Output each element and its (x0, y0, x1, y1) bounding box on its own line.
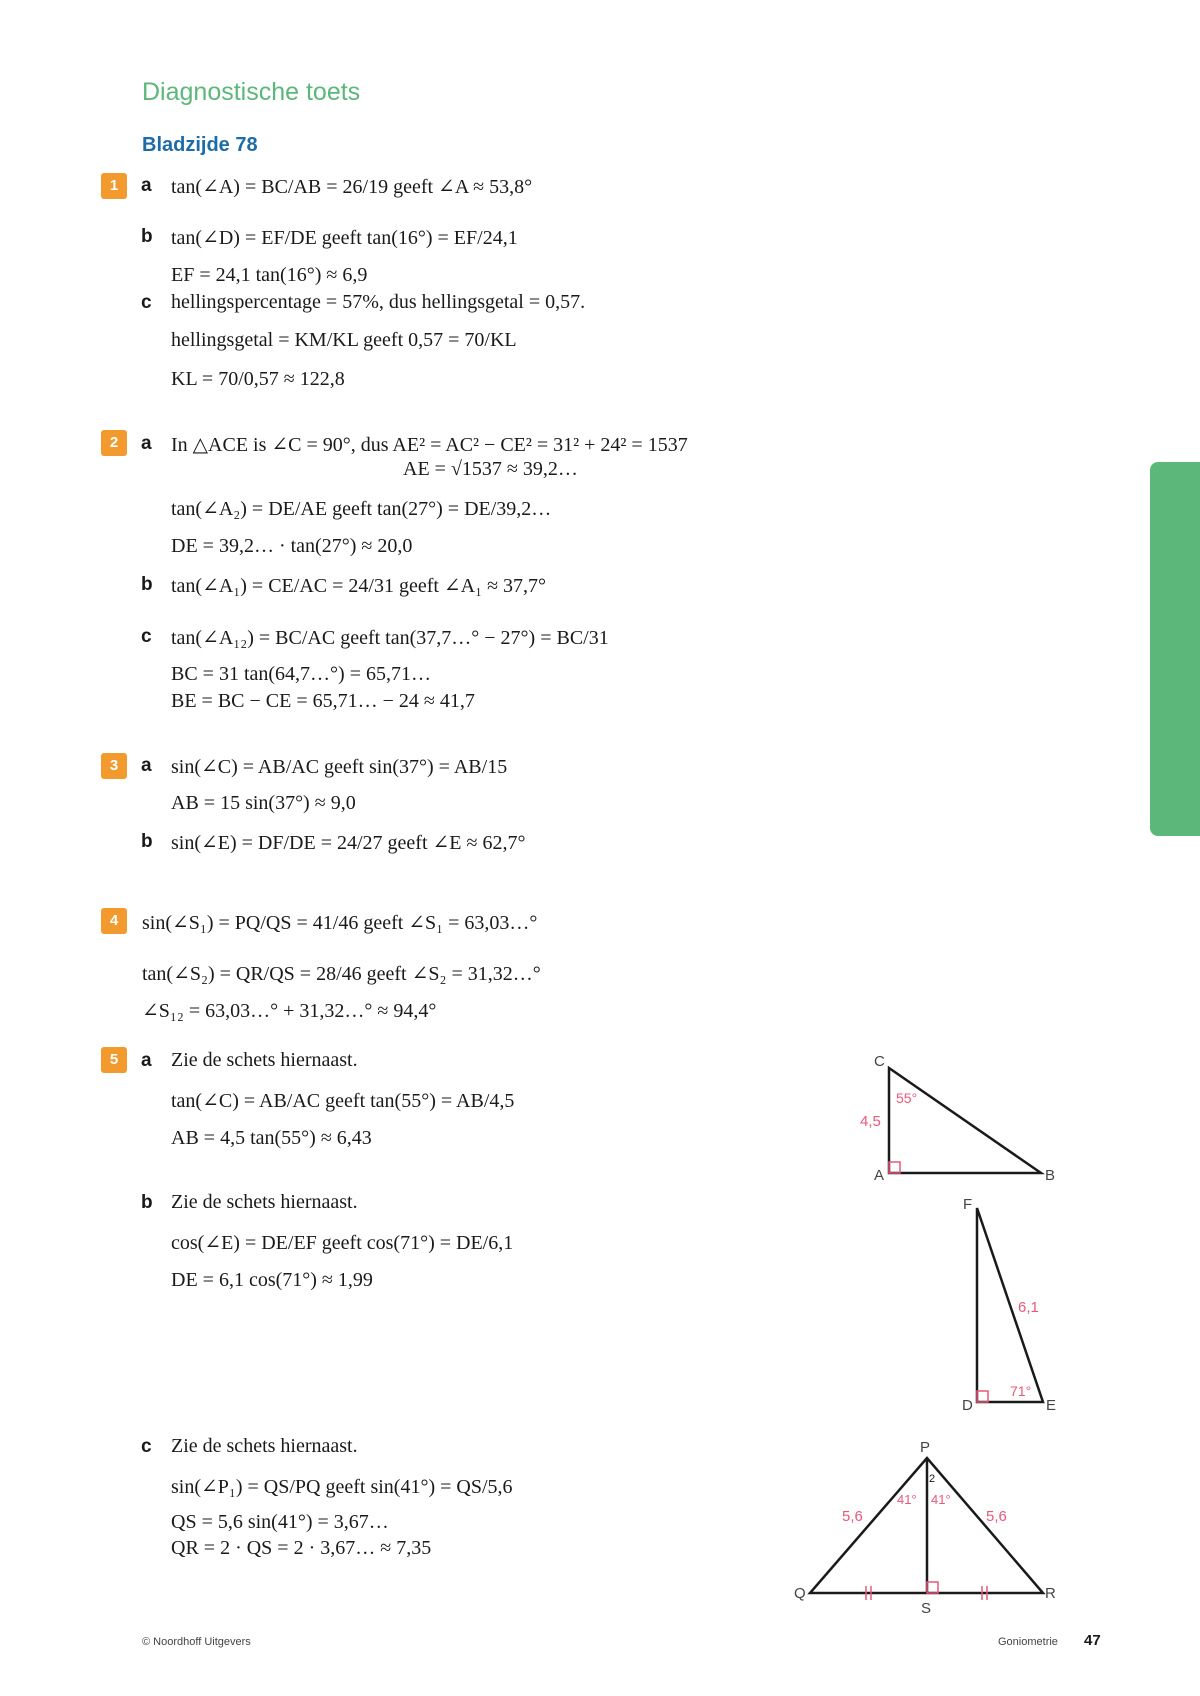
q5-c-line-3: QS = 5,6 sin(41°) = 3,67… (171, 1511, 389, 1533)
question-badge-5: 5 (101, 1047, 127, 1073)
q5-b-line-2: cos(∠E) = DE/EF geeft cos(71°) = DE/6,1 (171, 1232, 514, 1254)
q1-c-line-2: hellingsgetal = KM/KL geeft 0,57 = 70/KL (171, 329, 517, 351)
page-reference: Bladzijde 78 (142, 134, 258, 156)
q2-b-line-1: tan(∠A₁) = CE/AC = 24/31 geeft ∠A₁ ≈ 37,7° (171, 575, 547, 597)
vertex-label-d: D (962, 1397, 973, 1414)
angle-label-p2: 41° (931, 1492, 951, 1507)
part-label-b: b (141, 831, 153, 852)
q5-a-line-1: Zie de schets hiernaast. (171, 1049, 358, 1071)
side-label-ac: 4,5 (860, 1113, 881, 1130)
q4-line-1: sin(∠S₁) = PQ/QS = 41/46 geeft ∠S₁ = 63,03…° (142, 912, 538, 934)
vertex-label-f: F (963, 1196, 973, 1213)
vertex-label-q: Q (794, 1585, 806, 1602)
q5-a-line-2: tan(∠C) = AB/AC geeft tan(55°) = AB/4,5 (171, 1090, 515, 1112)
q5-c-line-2: sin(∠P₁) = QS/PQ geeft sin(41°) = QS/5,6 (171, 1476, 513, 1498)
footer-copyright: © Noordhoff Uitgevers (142, 1636, 251, 1648)
part-label-c: c (141, 1436, 152, 1457)
angle-label-e: 71° (1010, 1383, 1032, 1399)
question-badge-2: 2 (101, 430, 127, 456)
part-label-a: a (141, 1050, 152, 1071)
q5-c-line-1: Zie de schets hiernaast. (171, 1435, 358, 1457)
side-label-pr: 5,6 (986, 1508, 1007, 1525)
side-label-pq: 5,6 (842, 1508, 863, 1525)
q1-a-line: tan(∠A) = BC/AB = 26/19 geeft ∠A ≈ 53,8° (171, 176, 533, 198)
q4-line-3: ∠S₁₂ = 63,03…° + 31,32…° ≈ 94,4° (142, 1000, 437, 1022)
q3-b-line-1: sin(∠E) = DF/DE = 24/27 geeft ∠E ≈ 62,7° (171, 832, 526, 854)
q2-a-line-3: tan(∠A₂) = DE/AE geeft tan(27°) = DE/39,2… (171, 498, 552, 520)
vertex-label-s: S (921, 1600, 932, 1617)
q3-a-line-1: sin(∠C) = AB/AC geeft sin(37°) = AB/15 (171, 756, 508, 778)
footer-chapter: Goniometrie (998, 1636, 1058, 1648)
section-title: Diagnostische toets (142, 78, 361, 106)
right-angle-marker (927, 1582, 938, 1593)
side-label-ef: 6,1 (1018, 1299, 1039, 1316)
q1-b-line-2: EF = 24,1 tan(16°) ≈ 6,9 (171, 264, 368, 286)
part-label-b: b (141, 1192, 153, 1213)
part-label-c: c (141, 626, 152, 647)
q2-c-line-2: BC = 31 tan(64,7…°) = 65,71… (171, 663, 431, 685)
vertex-label-r: R (1045, 1585, 1056, 1602)
angle-label-p1: 41° (897, 1492, 917, 1507)
q2-a-line-4: DE = 39,2… · tan(27°) ≈ 20,0 (171, 535, 413, 557)
part-label-b: b (141, 226, 153, 247)
part-label-a: a (141, 175, 152, 196)
vertex-label-c: C (874, 1053, 885, 1070)
angle-label-c: 55° (896, 1090, 918, 1106)
q2-a-line-1: In △ACE is ∠C = 90°, dus AE² = AC² − CE² = 31² + 24² = 1537 (171, 434, 688, 456)
chapter-side-tab (1150, 462, 1200, 836)
q4-line-2: tan(∠S₂) = QR/QS = 28/46 geeft ∠S₂ = 31,32…° (142, 963, 541, 985)
q5-b-line-3: DE = 6,1 cos(71°) ≈ 1,99 (171, 1269, 373, 1291)
q1-b-line-1: tan(∠D) = EF/DE geeft tan(16°) = EF/24,1 (171, 227, 518, 249)
q2-a-line-2: AE = √1537 ≈ 39,2… (403, 458, 578, 480)
vertex-label-b: B (1045, 1167, 1056, 1184)
angle-index-label: 2 (929, 1473, 936, 1485)
q2-c-line-3: BE = BC − CE = 65,71… − 24 ≈ 41,7 (171, 690, 475, 712)
vertex-label-e: E (1046, 1397, 1057, 1414)
part-label-c: c (141, 292, 152, 313)
q1-c-line-1: hellingspercentage = 57%, dus hellingsgetal = 0,57. (171, 291, 586, 313)
q5-a-line-3: AB = 4,5 tan(55°) ≈ 6,43 (171, 1127, 372, 1149)
part-label-b: b (141, 574, 153, 595)
question-badge-4: 4 (101, 908, 127, 934)
part-label-a: a (141, 755, 152, 776)
q5-c-line-4: QR = 2 · QS = 2 · 3,67… ≈ 7,35 (171, 1537, 432, 1559)
vertex-label-p: P (920, 1439, 931, 1456)
question-badge-1: 1 (101, 173, 127, 199)
question-badge-3: 3 (101, 753, 127, 779)
page-number: 47 (1084, 1632, 1101, 1649)
vertex-label-a: A (874, 1167, 885, 1184)
part-label-a: a (141, 433, 152, 454)
q1-c-line-3: KL = 70/0,57 ≈ 122,8 (171, 368, 345, 390)
q3-a-line-2: AB = 15 sin(37°) ≈ 9,0 (171, 792, 356, 814)
q2-c-line-1: tan(∠A₁₂) = BC/AC geeft tan(37,7…° − 27°) = BC/31 (171, 627, 609, 649)
q5-b-line-1: Zie de schets hiernaast. (171, 1191, 358, 1213)
